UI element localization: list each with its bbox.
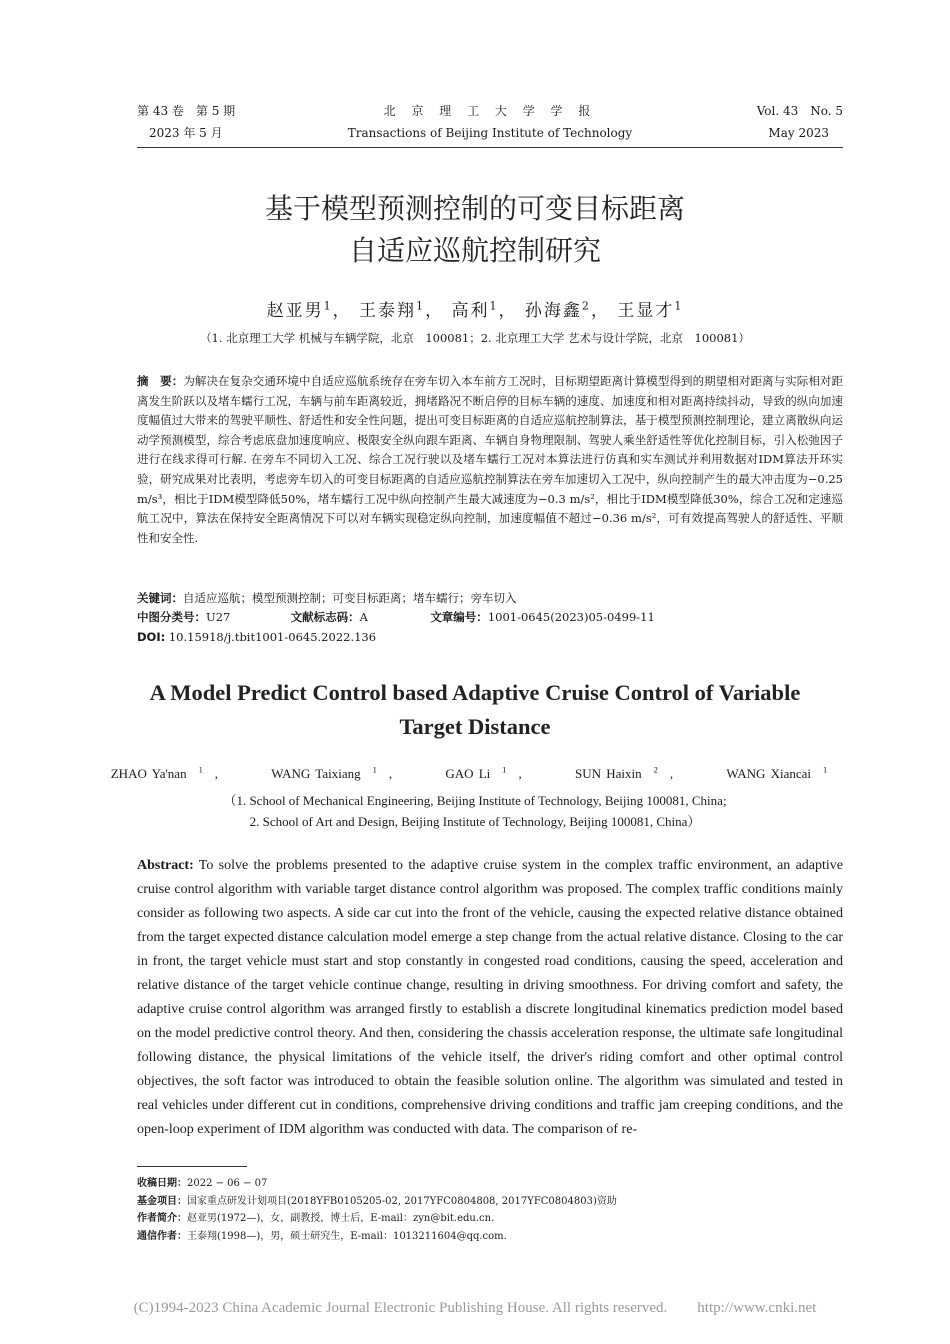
author-sep: ， <box>590 301 610 321</box>
affiliation-en <box>0 790 950 832</box>
abstract-en-text: To solve the problems presented to the adaptive cruise system in the complex traffic environment, an adaptive cruise control algorithm with variable target distance control algorithm was proposed. The complex traffic conditions mainly consider as following two aspects. A side car cut into the front of the vehicle, causing the expected relative distance obtained from the target expected distance calculation model emerge a step change from the actual relative distance. Closing to the car in front, the target vehicle must start and stop constantly in congested road conditions, causing the speed, acceleration and relative distance of the target vehicle continue change, resulting in driving smoothness. For driving comfort and safety, the adaptive cruise control algorithm was arranged firstly to establish a discrete longitudinal kinematics prediction model based on the model predictive control theory. And then, considering the chassis acceleration response, the ultimate safe longitudinal following distance, the physical limitations of the vehicle itself, the driver's riding comfort and other optimal control objectives, the soft factor was introduced to obtain the feasible solution online. The algorithm was simulated and tested in real vehicles under different cut in conditions, comprehensive driving conditions and traffic jam creeping conditions, and the open-loop experiment of IDM algorithm was conducted with data. The comparison of re- <box>137 858 843 1137</box>
author-name: 孙海鑫 <box>524 301 582 321</box>
authors-cn <box>0 296 950 321</box>
author-en <box>433 766 533 781</box>
fund-value: 国家重点研发计划项目(2018YFB0105205-02, 2017YFC0804808, 2017YFC0804803)资助 <box>187 1195 617 1207</box>
author-affil-mark: 1 <box>323 299 333 313</box>
author-affil-mark: 1 <box>502 764 507 775</box>
title-cn-line2: 自适应巡航控制研究 <box>348 234 601 267</box>
clc-label: 中图分类号： <box>137 610 206 624</box>
author-affil-mark: 1 <box>198 764 203 775</box>
article-no-label: 文章编号： <box>430 610 488 624</box>
author-cn <box>267 301 352 321</box>
doi-line <box>137 628 843 647</box>
clc-value: U27 <box>206 610 231 624</box>
header-volume-cn: 第 43 卷 第 5 期 <box>137 104 236 118</box>
title-en-line2: Target Distance <box>399 714 551 739</box>
doi-value[interactable]: 10.15918/j.tbit1001-0645.2022.136 <box>168 630 377 644</box>
doc-code-label: 文献标志码： <box>290 610 360 624</box>
header-volume-en: Vol. 43 No. 5 <box>756 104 843 118</box>
keywords-text: 自适应巡航；模型预测控制；可变目标距离；堵车蠕行；旁车切入 <box>183 591 517 605</box>
author-bio-value: 赵亚男(1972—)，女，副教授，博士后，E-mail：zyn@bit.edu.cn. <box>187 1213 495 1224</box>
footnote-received <box>137 1175 843 1193</box>
paper-title-cn <box>0 188 950 272</box>
abstract-cn-label: 摘 要： <box>137 374 184 388</box>
author-cn <box>359 301 444 321</box>
author-sep: ， <box>498 301 518 321</box>
received-value: 2022 − 06 − 07 <box>187 1178 268 1189</box>
author-name: 王泰翔 <box>359 301 417 321</box>
author-name: WANG Taixiang <box>271 766 361 781</box>
keywords-label: 关键词： <box>137 591 183 605</box>
header-date-cn: 2023 年 5 月 <box>149 126 223 140</box>
article-no-value: 1001-0645(2023)05-0499-11 <box>487 610 655 624</box>
footnotes <box>137 1175 843 1245</box>
running-header <box>137 100 843 148</box>
doi-label: DOI: <box>137 630 166 644</box>
affiliation-en-line1: （1. School of Mechanical Engineering, Beijing Institute of Technology, Beijing 100081, China; <box>223 793 727 808</box>
author-affil-mark: 2 <box>581 299 591 313</box>
header-journal-cn: 北 京 理 工 大 学 学 报 <box>383 104 597 118</box>
footnote-author <box>137 1210 843 1228</box>
corresponding-label: 通信作者： <box>137 1230 187 1242</box>
paper-title-en <box>0 676 950 744</box>
author-sep: ， <box>425 301 445 321</box>
author-name: GAO Li <box>445 766 491 781</box>
article-no-field <box>430 608 654 627</box>
affiliation-en-line2: 2. School of Art and Design, Beijing Institute of Technology, Beijing 100081, China） <box>249 814 701 829</box>
footnote-divider <box>137 1166 247 1167</box>
received-label: 收稿日期： <box>137 1178 187 1189</box>
author-cn <box>451 301 517 321</box>
clc-field <box>137 608 287 627</box>
author-sep: ， <box>332 301 352 321</box>
footnote-fund <box>137 1193 843 1211</box>
title-cn-line1: 基于模型预测控制的可变目标距离 <box>264 192 685 225</box>
footnote-corresponding <box>137 1228 843 1246</box>
author-name: SUN Haixin <box>575 766 642 781</box>
author-sep: , <box>669 766 674 781</box>
copyright-watermark: (C)1994-2023 China Academic Journal Electronic Publishing House. All rights reserved. http://www.cnki.net <box>133 1300 817 1316</box>
author-name: WANG Xiancai <box>726 766 812 781</box>
doc-code-field <box>291 608 427 627</box>
classification-line <box>137 608 843 627</box>
author-affil-mark: 1 <box>489 299 499 313</box>
author-en <box>259 766 404 781</box>
abstract-cn-text: 为解决在复杂交通环境中自适应巡航系统存在旁车切入本车前方工况时，目标期望距离计算模型得到的期望相对距离与实际相对距离发生阶跃以及堵车蠕行工况，车辆与前车距离较近，拥堵路况不断启停的目标车辆的速度、加速度和相对距离持续抖动，导致的纵向加速度幅值过大带来的驾驶平顺性、舒适性和安全性问题，提出可变目标距离的自适应巡航控制算法，基于模型预测控制理论，建立离散纵向运动学预测模型，综合考虑底盘加速度响应、极限安全纵向跟车距离、车辆自身物理限制、驾驶人乘坐舒适性等优化控制目标，引入松弛因子进行在线求得可行解. 在旁车不同切入工况、综合工况行驶以及堵车蠕行工况对本算法进行仿真和实车测试并利用数据对IDM算法开环实验，研究成果对比表明，考虑旁车切入的可变目标距离的自适应巡航控制算法在旁车加速切入工况中，纵向控制产生的最大冲击度为−0.25 m/s³，相比于IDM模型降低50%，堵车蠕行工况中纵向控制产生最大减速度为−0.3 m/s²，相比于IDM模型降低30%，综合工况和定速巡航工况中，算法在保持安全距离情况下可以对车辆实现稳定纵向控制，加速度幅值不超过−0.36 m/s²，可有效提高驾驶人的舒适性、平顺性和安全性. <box>137 374 844 545</box>
authors-en <box>0 766 950 782</box>
abstract-en <box>137 854 843 1142</box>
fund-label: 基金项目： <box>137 1195 187 1207</box>
corresponding-value: 王泰翔(1998—)，男，硕士研究生，E-mail：1013211604@qq.com. <box>187 1230 507 1242</box>
abstract-en-label: Abstract: <box>137 858 194 873</box>
author-affil-mark: 1 <box>823 764 828 775</box>
author-en <box>99 766 230 781</box>
author-name: 王显才 <box>617 301 675 321</box>
header-journal-en: Transactions of Beijing Institute of Technology <box>347 126 633 140</box>
author-cn <box>525 301 610 321</box>
abstract-cn <box>137 372 843 548</box>
author-affil-mark: 1 <box>372 764 377 775</box>
affiliation-cn: （1. 北京理工大学 机械与车辆学院，北京 100081；2. 北京理工大学 艺术与设计学院，北京 100081） <box>200 331 750 345</box>
author-name: 赵亚男 <box>266 301 324 321</box>
author-affil-mark: 1 <box>416 299 426 313</box>
author-sep: , <box>214 766 219 781</box>
author-en <box>714 766 851 781</box>
author-name: ZHAO Ya'nan <box>110 766 187 781</box>
author-cn <box>617 301 683 321</box>
author-sep: , <box>388 766 393 781</box>
title-en-line1: A Model Predict Control based Adaptive Cruise Control of Variable <box>149 680 801 705</box>
author-name: 高利 <box>451 301 490 321</box>
doc-code-value: A <box>359 610 368 624</box>
header-date-en: May 2023 <box>768 126 829 140</box>
author-bio-label: 作者简介： <box>137 1213 187 1224</box>
author-affil-mark: 2 <box>653 764 658 775</box>
keywords-cn <box>137 589 843 608</box>
header-center <box>137 100 843 144</box>
header-right <box>757 100 843 144</box>
author-affil-mark: 1 <box>674 299 684 313</box>
author-en <box>563 766 685 781</box>
author-sep: , <box>518 766 522 781</box>
